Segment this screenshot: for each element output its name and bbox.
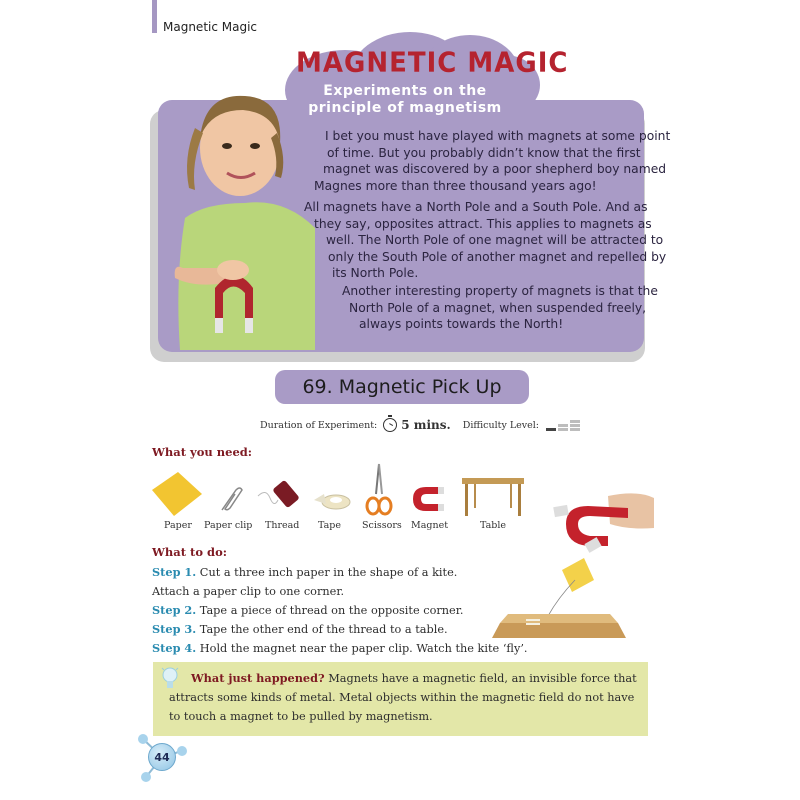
running-head-accent-bar (152, 0, 157, 33)
materials-list (148, 462, 528, 537)
intro-line: its North Pole. (332, 266, 419, 280)
step-text: Tape the other end of the thread to a table. (196, 623, 448, 636)
step-item (152, 620, 528, 639)
tip-line: attracts some kinds of metal. Metal objects within the magnetic field do not have (169, 691, 635, 704)
material-label: Paper (164, 520, 192, 531)
difficulty-bar-segment (558, 428, 568, 431)
step-item (152, 563, 528, 582)
what-just-happened-box (153, 662, 648, 736)
step-text: Cut a three inch paper in the shape of a kite. (196, 566, 458, 579)
difficulty-label: Difficulty Level: (462, 419, 540, 431)
tip-line: to touch a magnet to be pulled by magnetism. (169, 710, 433, 723)
intro-line: they say, opposites attract. This applies to magnets as (314, 216, 652, 231)
step-label: Step 3. (152, 622, 197, 636)
step-text: Attach a paper clip to one corner. (152, 585, 345, 598)
difficulty-bar-segment (570, 428, 580, 431)
duration-label: Duration of Experiment: (260, 419, 378, 431)
running-head: Magnetic Magic (163, 20, 258, 34)
subtitle-line: principle of magnetism (308, 100, 502, 116)
subtitle-line: Experiments on the (323, 83, 487, 99)
magnet-icon (410, 484, 448, 514)
difficulty-bar (558, 424, 568, 431)
paper-clip-icon (218, 484, 244, 514)
duration-value: 5 mins. (401, 418, 451, 432)
difficulty-bar (546, 428, 556, 431)
intro-line: always points towards the North! (359, 317, 564, 331)
what-to-do-heading: What to do: (152, 545, 227, 559)
material-label: Scissors (362, 520, 402, 531)
magnet-kite-experiment-illustration (478, 488, 658, 643)
intro-line: I bet you must have played with magnets at some point (325, 129, 671, 143)
tip-text (169, 669, 639, 726)
step-item (152, 639, 528, 658)
difficulty-bar-segment (570, 424, 580, 427)
intro-line: All magnets have a North Pole and a South Pole. And as (304, 200, 648, 214)
material-label: Thread (265, 520, 300, 531)
material-label: Tape (318, 520, 341, 531)
tip-label: What just happened? (191, 671, 325, 685)
step-text: Hold the magnet near the paper clip. Watch the kite ‘fly’. (196, 642, 528, 655)
what-you-need-heading: What you need: (152, 445, 253, 459)
difficulty-bar-segment (546, 428, 556, 431)
intro-paragraph-3 (342, 283, 658, 333)
difficulty-bar-segment (570, 420, 580, 423)
material-label: Paper clip (204, 520, 253, 531)
stopwatch-icon (383, 418, 397, 432)
tip-line: Magnets have a magnetic field, an invisible force that (324, 672, 637, 685)
intro-paragraph-2 (304, 199, 666, 282)
thread-icon (256, 474, 302, 514)
intro-line: Magnes more than three thousand years ago! (314, 178, 597, 193)
page-number-molecule (138, 733, 188, 783)
paper-icon (148, 472, 204, 517)
intro-line: magnet was discovered by a poor shepherd boy named (323, 162, 667, 176)
banner-title: MAGNETIC MAGIC (296, 47, 569, 79)
material-label: Table (480, 520, 507, 531)
tape-icon (312, 486, 352, 514)
material-label: Magnet (411, 520, 449, 531)
girl-holding-magnet-illustration (165, 78, 315, 350)
intro-line: Another interesting property of magnets is that the (342, 284, 658, 298)
experiment-title: 69. Magnetic Pick Up (275, 370, 529, 404)
scissors-icon (364, 462, 394, 517)
intro-line: only the South Pole of another magnet and repelled by (328, 249, 667, 264)
step-item (152, 582, 528, 601)
steps-list (152, 563, 528, 658)
page-number: 44 (148, 743, 176, 771)
experiment-meta (260, 418, 580, 432)
step-label: Step 4. (152, 641, 197, 655)
intro-line: of time. But you probably didn’t know that the first (327, 145, 641, 160)
step-text: Tape a piece of thread on the opposite corner. (196, 604, 464, 617)
difficulty-level-indicator (546, 420, 580, 431)
step-label: Step 2. (152, 603, 197, 617)
step-item (152, 601, 528, 620)
difficulty-bar (570, 420, 580, 431)
intro-paragraph-1 (314, 128, 671, 194)
difficulty-bar-segment (558, 424, 568, 427)
intro-line: North Pole of a magnet, when suspended freely, (349, 300, 647, 315)
banner-subtitle (305, 83, 505, 117)
intro-line: well. The North Pole of one magnet will be attracted to (326, 233, 664, 247)
step-label: Step 1. (152, 565, 197, 579)
